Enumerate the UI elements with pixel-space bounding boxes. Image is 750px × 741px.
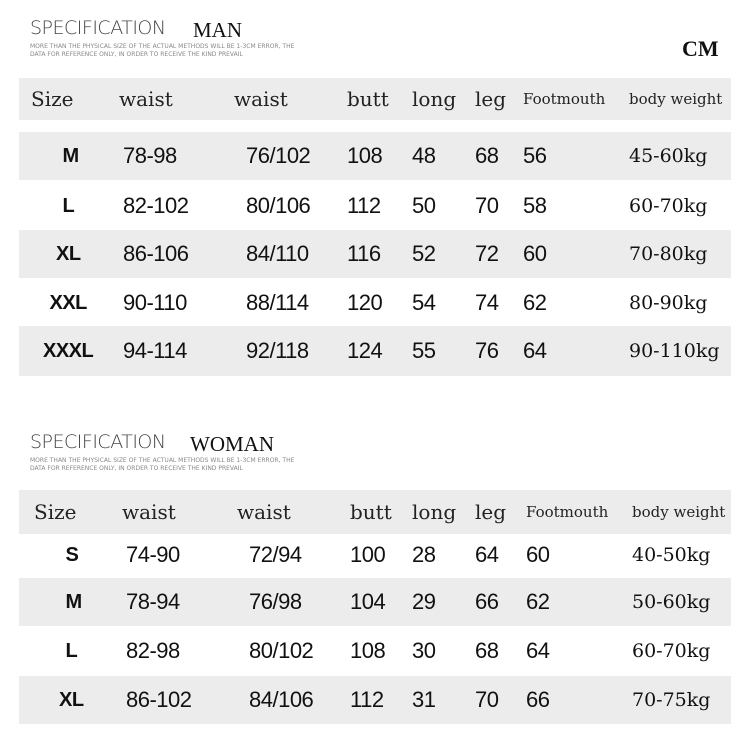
woman-header-row: [19, 490, 731, 534]
woman-table-cell: 70: [475, 687, 499, 712]
woman-table-cell: 62: [526, 589, 550, 614]
woman-table-cell: 66: [526, 687, 550, 712]
woman-table-cell: 108: [350, 638, 386, 663]
man-header-cell: leg: [475, 87, 507, 111]
man-table-cell: 92/118: [246, 338, 309, 363]
man-table-cell: 56: [523, 143, 547, 168]
woman-table-cell: M: [65, 590, 82, 613]
man-spec-title: SPECIFICATION: [30, 17, 166, 39]
woman-header-cell: Size: [34, 500, 77, 524]
unit-label: CM: [682, 36, 719, 61]
man-table-cell: 70-80kg: [629, 243, 708, 265]
man-table-cell: 50: [412, 193, 436, 218]
man-table-cell: 76/102: [246, 143, 311, 168]
man-table-cell: 112: [347, 193, 381, 218]
man-table-cell: 54: [412, 290, 436, 315]
woman-header-cell: waist: [122, 500, 176, 524]
woman-table-cell: 74-90: [126, 542, 180, 567]
woman-table-cell: 66: [475, 589, 499, 614]
man-table-cell: XXL: [49, 291, 87, 314]
woman-table-cell: 82-98: [126, 638, 180, 663]
man-header-cell: body weight: [629, 90, 723, 108]
man-table-cell: 90-110: [123, 290, 187, 315]
man-table-cell: 70: [475, 193, 499, 218]
woman-table-cell: 60: [526, 542, 550, 567]
man-table-cell: 116: [347, 241, 381, 266]
man-table-cell: 80-90kg: [629, 292, 708, 314]
man-table-cell: 84/110: [246, 241, 309, 266]
man-table-row: [19, 326, 731, 376]
woman-table-cell: 100: [350, 542, 386, 567]
woman-table-cell: 31: [412, 687, 436, 712]
woman-table-cell: 84/106: [249, 687, 314, 712]
man-spec-note: MORE THAN THE PHYSICAL SIZE OF THE ACTUAL METHODS WILL BE 1-3CM ERROR, THE DATA FOR REFERENCE ONLY, IN ORDER TO RECEIVE THE KIND PREVAIL: [30, 43, 295, 58]
woman-table-cell: 50-60kg: [632, 591, 711, 613]
woman-header-cell: leg: [475, 500, 507, 524]
man-header-cell: waist: [119, 87, 173, 111]
woman-table-row: [19, 628, 731, 674]
man-table-cell: 55: [412, 338, 436, 363]
man-header-cell: waist: [234, 87, 288, 111]
woman-table-cell: 60-70kg: [632, 640, 711, 662]
woman-header-cell: butt: [350, 500, 392, 524]
man-table-cell: 60-70kg: [629, 195, 708, 217]
woman-header-cell: Footmouth: [526, 503, 609, 521]
woman-header-cell: long: [412, 500, 457, 524]
man-table-cell: 82-102: [123, 193, 189, 218]
woman-table-cell: 40-50kg: [632, 544, 711, 566]
woman-spec-note: MORE THAN THE PHYSICAL SIZE OF THE ACTUAL METHODS WILL BE 1-3CM ERROR, THE DATA FOR REFERENCE ONLY, IN ORDER TO RECEIVE THE KIND PREVAIL: [30, 457, 295, 472]
woman-table-cell: 112: [350, 687, 384, 712]
woman-header-cell: waist: [237, 500, 291, 524]
woman-table-cell: 104: [350, 589, 386, 614]
man-table-cell: 94-114: [123, 338, 187, 363]
man-table-cell: M: [62, 144, 79, 167]
woman-table-cell: L: [65, 639, 78, 662]
man-table-row: [19, 280, 731, 326]
woman-table-row: [19, 676, 731, 724]
man-table-cell: XXXL: [43, 339, 94, 362]
woman-table-cell: 64: [475, 542, 499, 567]
man-table-cell: 76: [475, 338, 499, 363]
man-table-row: [19, 182, 731, 230]
woman-table-cell: 72/94: [249, 542, 302, 567]
woman-table-cell: 80/102: [249, 638, 314, 663]
man-table-row: [19, 230, 731, 278]
man-table-cell: 68: [475, 143, 499, 168]
man-table-cell: 58: [523, 193, 547, 218]
man-table-cell: 108: [347, 143, 383, 168]
man-table-cell: L: [62, 194, 75, 217]
man-table-cell: 45-60kg: [629, 145, 708, 167]
man-table-cell: 62: [523, 290, 547, 315]
man-table-cell: 60: [523, 241, 547, 266]
man-table-cell: 88/114: [246, 290, 309, 315]
woman-table-cell: S: [65, 543, 79, 566]
man-table-cell: XL: [56, 242, 81, 265]
man-header-row: [19, 78, 731, 120]
woman-table-cell: XL: [59, 688, 84, 711]
woman-table-cell: 76/98: [249, 589, 302, 614]
man-table-cell: 90-110kg: [629, 340, 720, 362]
man-table-cell: 72: [475, 241, 499, 266]
man-header-cell: Footmouth: [523, 90, 606, 108]
woman-table-cell: 29: [412, 589, 436, 614]
man-header-cell: long: [412, 87, 457, 111]
man-table-cell: 52: [412, 241, 436, 266]
woman-table-cell: 30: [412, 638, 436, 663]
woman-gender-label: WOMAN: [190, 432, 274, 456]
man-table-cell: 80/106: [246, 193, 311, 218]
man-header-cell: Size: [31, 87, 74, 111]
man-table-cell: 48: [412, 143, 436, 168]
woman-table-cell: 28: [412, 542, 436, 567]
man-gender-label: MAN: [193, 18, 243, 42]
woman-table-cell: 68: [475, 638, 499, 663]
man-table-cell: 120: [347, 290, 383, 315]
man-table-cell: 124: [347, 338, 383, 363]
woman-table-cell: 78-94: [126, 589, 180, 614]
woman-spec-title: SPECIFICATION: [30, 431, 166, 453]
man-table-cell: 78-98: [123, 143, 177, 168]
man-table-row: [19, 132, 731, 180]
man-table-cell: 86-106: [123, 241, 189, 266]
woman-table-cell: 64: [526, 638, 550, 663]
man-header-cell: butt: [347, 87, 389, 111]
woman-header-cell: body weight: [632, 503, 726, 521]
man-table-cell: 64: [523, 338, 547, 363]
woman-table-row: [19, 534, 731, 576]
woman-table-cell: 86-102: [126, 687, 192, 712]
man-table-cell: 74: [475, 290, 499, 315]
woman-table-cell: 70-75kg: [632, 689, 711, 711]
woman-table-row: [19, 578, 731, 626]
